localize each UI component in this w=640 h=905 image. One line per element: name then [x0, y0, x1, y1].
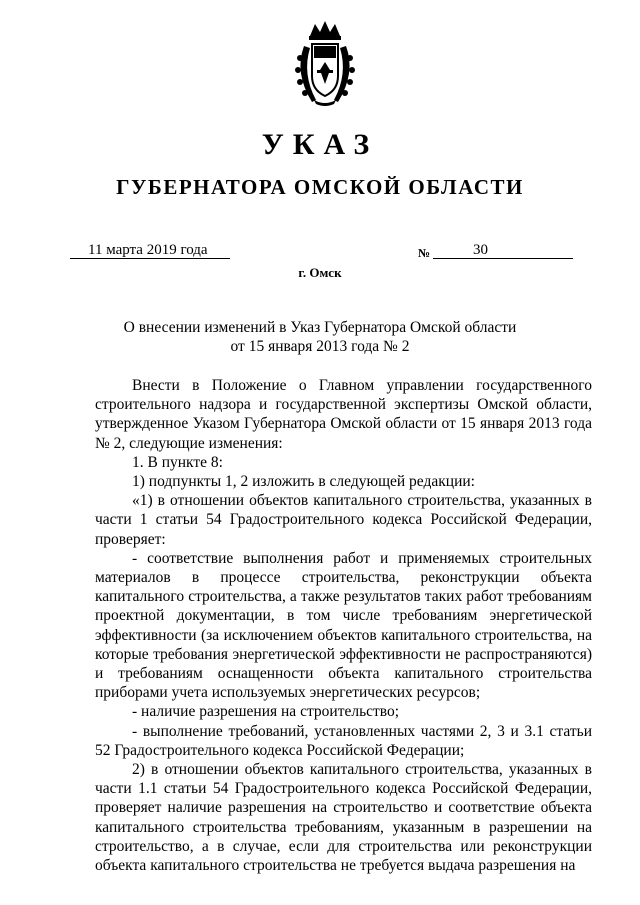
heading-line-1: О внесении изменений в Указ Губернатора Омской области [123, 319, 517, 336]
paragraph: - выполнение требований, установленных частями 2, 3 и 3.1 статьи 52 Градостроительного кодекса Российской Федерации; [95, 722, 592, 759]
paragraph: - наличие разрешения на строительство; [132, 703, 400, 721]
paragraph: 1) подпункты 1, 2 изложить в следующей редакции: [132, 473, 475, 491]
paragraph: 1. В пункте 8: [132, 453, 223, 471]
document-body [95, 376, 592, 875]
document-city: г. Омск [298, 265, 342, 280]
paragraph: «1) в отношении объектов капитального строительства, указанных в части 1 статьи 54 Градостроительного кодекса Российской Федерации, проверяет: [95, 492, 592, 548]
number-label: № [418, 246, 431, 260]
document-heading [120, 318, 520, 356]
document-date: 11 марта 2019 года [70, 243, 230, 259]
paragraph: - соответствие выполнения работ и применяемых строительных материалов в процессе строительства, реконструкции объекта капитального строительства, а также результатов таких работ требованиям проектной документации, в том числе требованиям энергетической эффективности (за исключением объектов капитального строительства, на которые требования энергетической эффективности не распространяются) и требованиям оснащенности объекта капитального строительства приборами учета используемых энергетических ресурсов; [95, 549, 592, 702]
paragraph: 2) в отношении объектов капитального строительства, указанных в части 1.1 статьи 54 Градостроительного кодекса Российской Федерации, проверяет наличие разрешения на строительство и соответствие объекта капитального строительства требованиям, указанным в разрешении на строительство, а в случае, если для строительства или реконструкции объекта капитального строительства не требуется выдача разрешения на [95, 761, 592, 875]
paragraph: Внести в Положение о Главном управлении государственного строительного надзора и государственной экспертизы Омской области, утвержденное Указом Губернатора Омской области от 15 января 2013 года № 2, следующие изменения: [95, 377, 592, 452]
document-number: 30 [433, 243, 573, 259]
document-title: УКАЗ [261, 128, 379, 161]
heading-line-2: от 15 января 2013 года № 2 [230, 338, 410, 355]
coat-of-arms-icon [290, 18, 360, 108]
document-subtitle: ГУБЕРНАТОРА ОМСКОЙ ОБЛАСТИ [116, 175, 524, 199]
